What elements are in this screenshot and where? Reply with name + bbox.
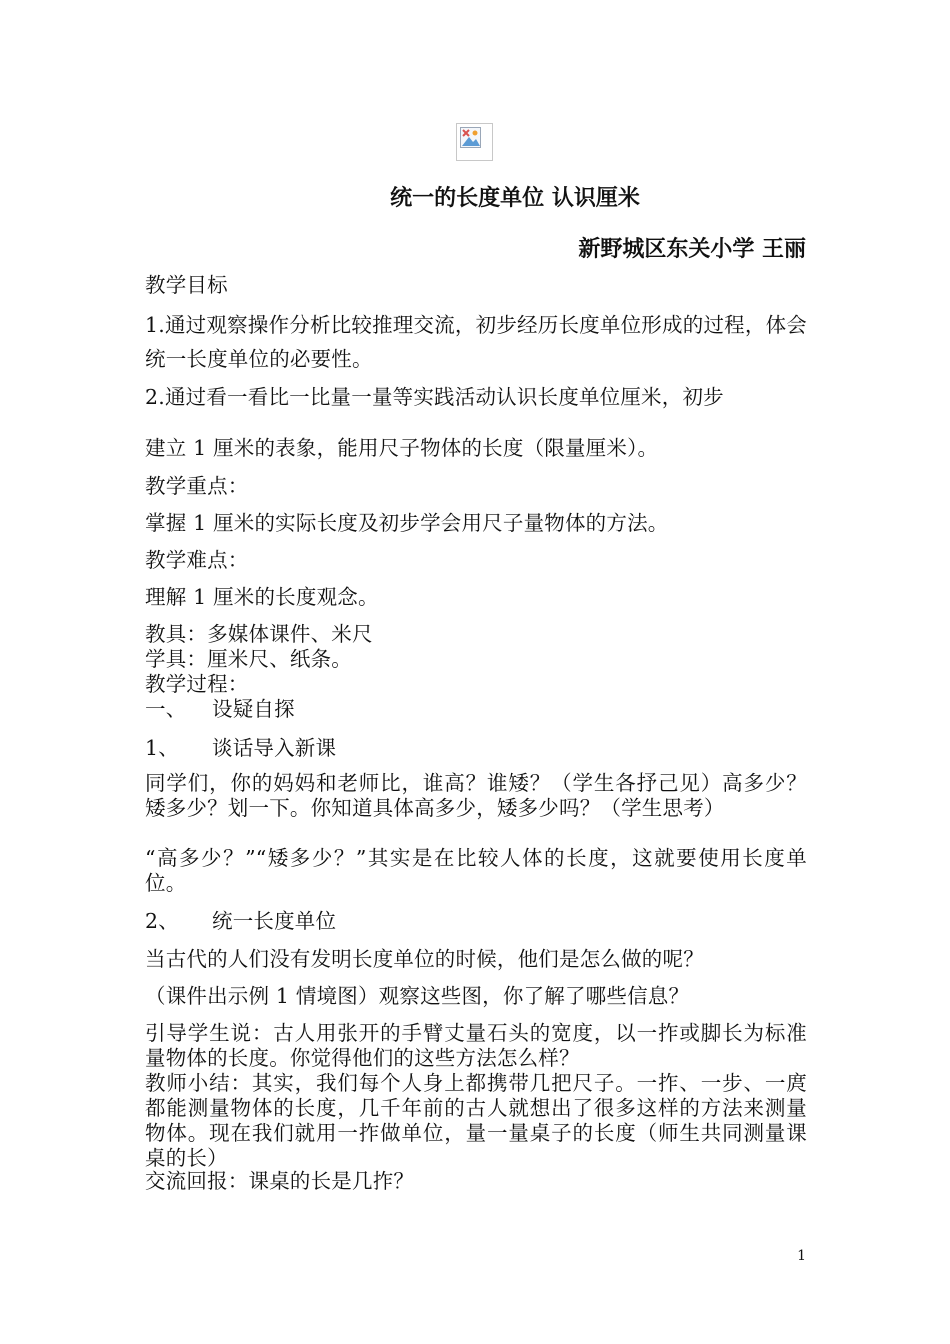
learning-aids: 学具：厘米尺、纸条。 — [145, 647, 352, 671]
step-number: 1、 — [145, 736, 179, 760]
key-points-heading: 教学重点： — [145, 474, 249, 498]
author-line: 新野城区东关小学 王丽 — [578, 237, 806, 262]
difficulties-heading: 教学难点： — [145, 548, 249, 572]
broken-image-icon — [456, 123, 493, 161]
difficulties: 理解 1 厘米的长度观念。 — [145, 585, 379, 609]
process-heading: 教学过程： — [145, 672, 249, 696]
section-number: 一、 — [145, 697, 187, 721]
paragraph-intro-question: 同学们，你的妈妈和老师比，谁高？谁矮？（学生各抒己见）高多少？矮多少？划一下。你知道具体高多少，矮多少吗？（学生思考） — [145, 771, 807, 820]
paragraph-ancient-question: 当古代的人们没有发明长度单位的时候，他们是怎么做的呢？ — [145, 947, 704, 971]
paragraph-report: 交流回报：课桌的长是几拃？ — [145, 1169, 415, 1193]
step-number: 2、 — [145, 909, 179, 933]
step-title: 谈话导入新课 — [212, 736, 337, 760]
paragraph-guide-students: 引导学生说：古人用张开的手臂丈量石头的宽度，以一拃或脚长为标准量物体的长度。你觉得他们的这些方法怎么样？ — [145, 1021, 807, 1070]
objectives-heading: 教学目标 — [145, 273, 228, 297]
section-title: 设疑自探 — [212, 697, 295, 721]
document-title: 统一的长度单位 认识厘米 — [390, 186, 640, 211]
paragraph-courseware: （课件出示例 1 情境图）观察这些图，你了解了哪些信息？ — [145, 984, 690, 1008]
objective-2-line-1: 2.通过看一看比一比量一量等实践活动认识长度单位厘米，初步 — [145, 385, 724, 409]
paragraph-length-compare: “高多少？”“矮多少？”其实是在比较人体的长度，这就要使用长度单位。 — [145, 846, 807, 895]
paragraph-teacher-summary: 教师小结：其实，我们每个人身上都携带几把尺子。一拃、一步、一庹都能测量物体的长度，几千年前的古人就想出了很多这样的方法来测量物体。现在我们就用一拃做单位，量一量桌子的长度（师生共同测量课桌的长） — [145, 1071, 807, 1170]
section-1-heading — [145, 697, 807, 722]
teaching-aids: 教具：多媒体课件、米尺 — [145, 622, 373, 646]
objective-2-line-2: 建立 1 厘米的表象，能用尺子物体的长度（限量厘米）。 — [145, 436, 659, 460]
page-number: 1 — [797, 1248, 806, 1264]
step-2-heading — [145, 907, 807, 935]
step-1-heading — [145, 734, 807, 762]
key-points: 掌握 1 厘米的实际长度及初步学会用尺子量物体的方法。 — [145, 511, 669, 535]
step-title: 统一长度单位 — [212, 909, 337, 933]
objective-1: 1.通过观察操作分析比较推理交流，初步经历长度单位形成的过程，体会统一长度单位的必要性。 — [145, 313, 807, 371]
